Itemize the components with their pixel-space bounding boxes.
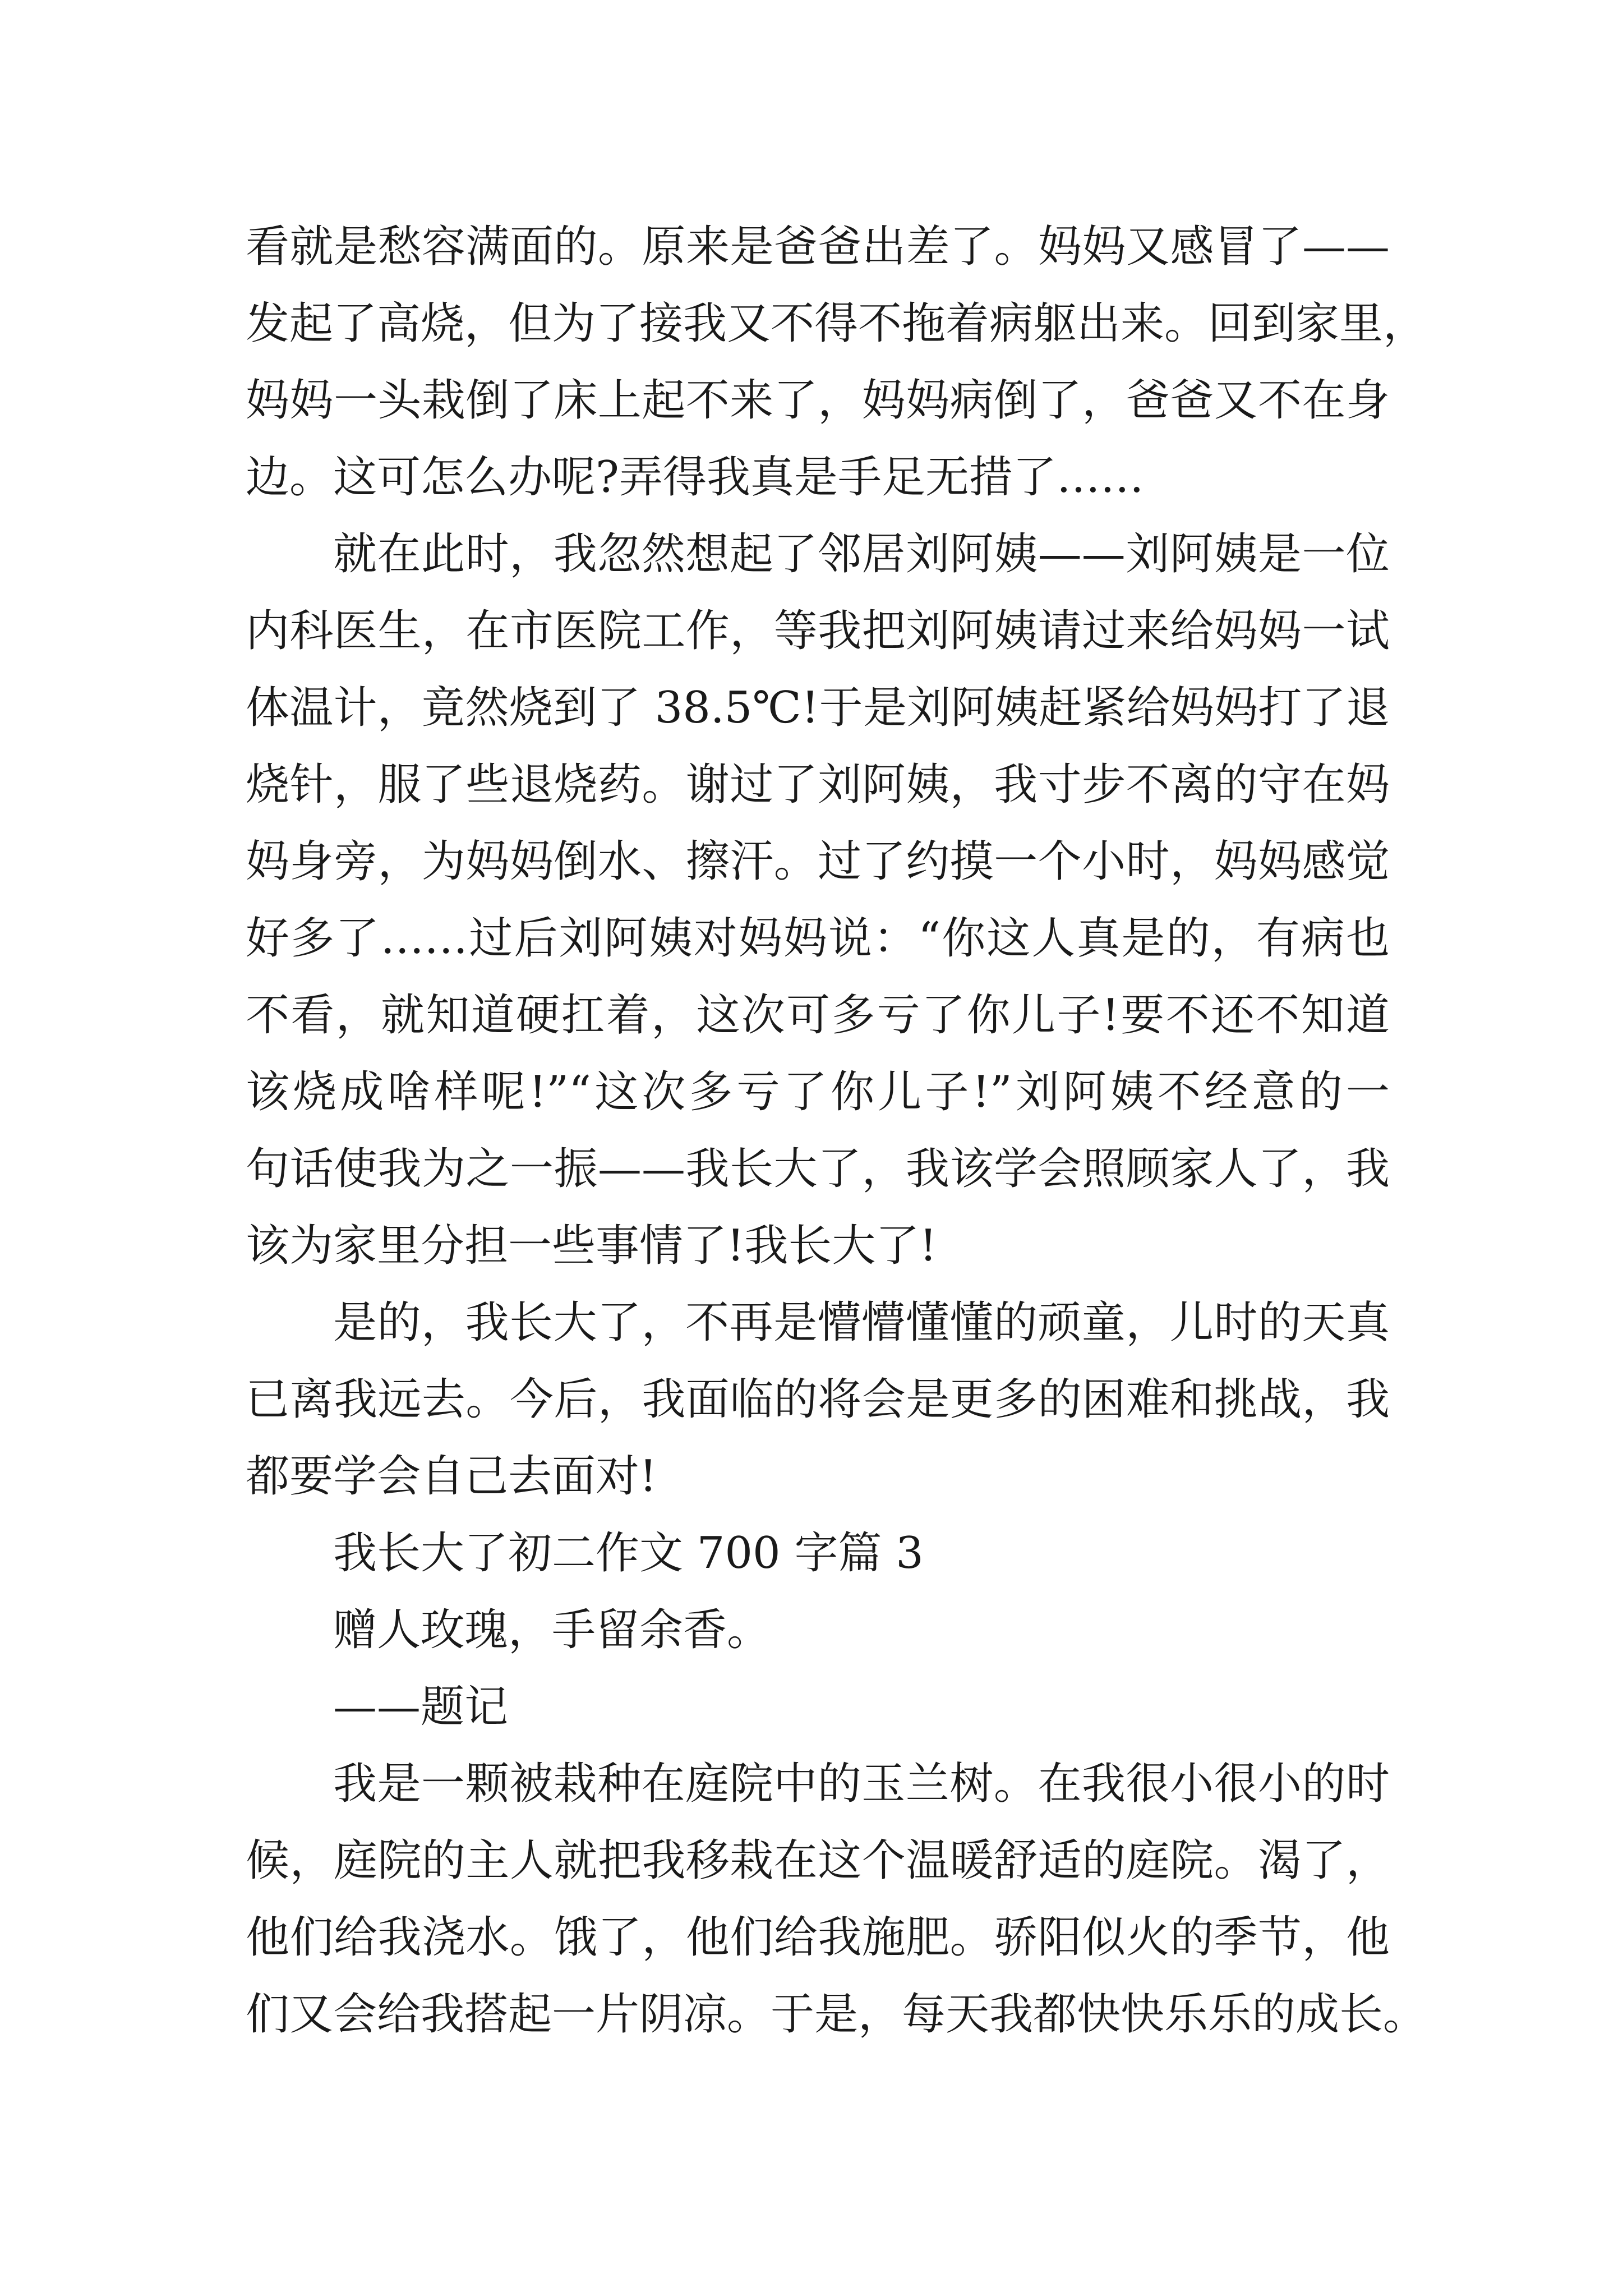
- text-line: 烧针，服了些退烧药。谢过了刘阿姨，我寸步不离的守在妈: [246, 760, 1390, 810]
- text-line: 是的，我长大了，不再是懵懵懂懂的顽童，儿时的天真: [333, 1297, 1390, 1348]
- text-line: 句话使我为之一振——我长大了，我该学会照顾家人了，我: [246, 1144, 1390, 1194]
- text-line: 已离我远去。今后，我面临的将会是更多的困难和挑战，我: [246, 1374, 1390, 1425]
- text-line: 该为家里分担一些事情了!我长大了!: [246, 1221, 937, 1271]
- text-line: 他们给我浇水。饿了，他们给我施肥。骄阳似火的季节，他: [246, 1912, 1390, 1963]
- epigraph-attribution: ——题记: [333, 1682, 509, 1732]
- article-body: [246, 209, 1427, 2053]
- text-line: 好多了……过后刘阿姨对妈妈说：“你这人真是的，有病也: [246, 913, 1390, 964]
- text-line: 不看，就知道硬扛着，这次可多亏了你儿子!要不还不知道: [246, 990, 1390, 1041]
- section-title: 我长大了初二作文 700 字篇 3: [333, 1528, 924, 1579]
- text-line: 都要学会自己去面对!: [246, 1451, 657, 1502]
- epigraph: 赠人玫瑰，手留余香。: [333, 1605, 771, 1655]
- text-line: 看就是愁容满面的。原来是爸爸出差了。妈妈又感冒了——: [246, 222, 1390, 272]
- text-line: 我是一颗被栽种在庭院中的玉兰树。在我很小很小的时: [333, 1759, 1390, 1809]
- text-line: 发起了高烧，但为了接我又不得不拖着病躯出来。回到家里，: [246, 298, 1427, 349]
- text-line: 妈妈一头栽倒了床上起不来了，妈妈病倒了，爸爸又不在身: [246, 375, 1390, 426]
- text-line: 该烧成啥样呢!”“这次多亏了你儿子!”刘阿姨不经意的一: [246, 1067, 1390, 1117]
- text-line: 体温计，竟然烧到了 38.5℃!于是刘阿姨赶紧给妈妈打了退: [246, 683, 1390, 733]
- text-line: 们又会给我搭起一片阴凉。于是，每天我都快快乐乐的成长。: [246, 1989, 1427, 2040]
- text-line: 边。这可怎么办呢?弄得我真是手足无措了……: [246, 452, 1144, 503]
- text-line: 候，庭院的主人就把我移栽在这个温暖舒适的庭院。渴了，: [246, 1835, 1390, 1886]
- text-line: 妈身旁，为妈妈倒水、擦汗。过了约摸一个小时，妈妈感觉: [246, 836, 1390, 887]
- text-line: 内科医生，在市医院工作，等我把刘阿姨请过来给妈妈一试: [246, 606, 1390, 656]
- text-line: 就在此时，我忽然想起了邻居刘阿姨——刘阿姨是一位: [333, 529, 1390, 579]
